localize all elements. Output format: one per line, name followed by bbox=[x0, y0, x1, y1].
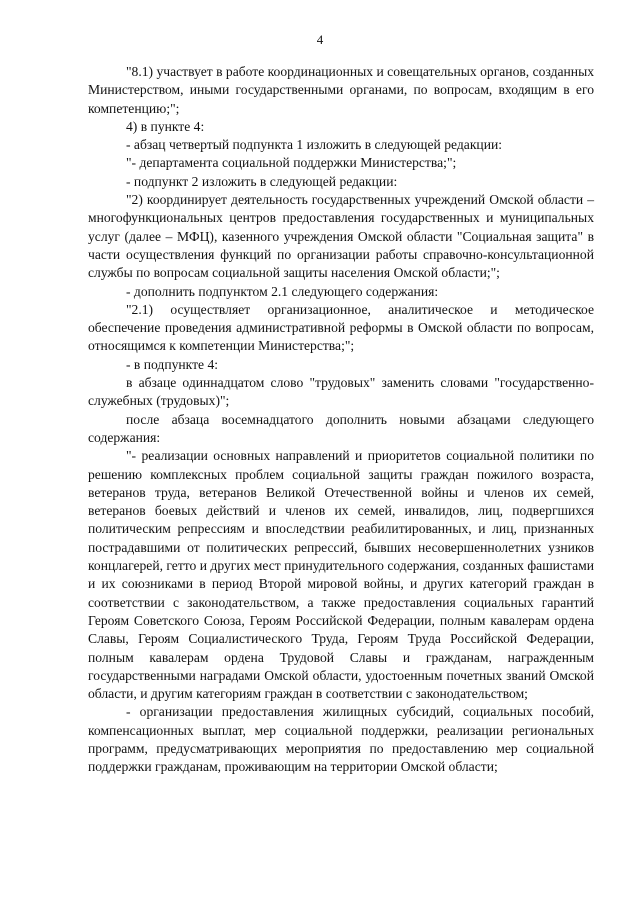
paragraph-add-subitem-2-1: - дополнить подпунктом 2.1 следующего содержания: bbox=[126, 283, 439, 299]
paragraph-amend-abzac-4: - абзац четвертый подпункта 1 изложить в следующей редакции: bbox=[126, 137, 503, 153]
paragraph-subitem-2-1-text: "2.1) осуществляет организационное, аналитическое и методическое обеспечение проведения административной реформы в Омской области по вопросам, относящимся к компетенции Министерства;"; bbox=[88, 301, 594, 354]
paragraph-department-text: "- департамента социальной поддержки Министерства;"; bbox=[126, 155, 457, 171]
document-body bbox=[88, 63, 594, 777]
paragraph-amend-subitem-2: - подпункт 2 изложить в следующей редакции: bbox=[126, 173, 398, 189]
paragraph-social-policy: "- реализации основных направлений и приоритетов социальной политики по решению комплексных проблем социальной защиты граждан пожилого возраста, ветеранов труда, ветеранов Великой Отечественной войны и членов их семей, ветеранов боевых действий и членов их семей, инвалидов, лиц, подвергшихся политическим репрессиям и впоследствии реабилитированных, и лиц, признанных пострадавшими от политических репрессий, бывших несовершеннолетних узников концлагерей, гетто и других мест принудительного содержания, созданных фашистами и их союзниками в период Второй мировой войны, и других категорий граждан в соответствии с законодательством, а также предоставления социальных гарантий Героям Советского Союза, Героям Российской Федерации, полным кавалерам ордена Славы, Героям Социалистического Труда, Героям Труда Российской Федерации, полным кавалерам ордена Трудовой Славы и гражданам, награжденным государственными наградами Омской области, удостоенным почетных званий Омской области, и другим категориям граждан в соответствии с законодательством; bbox=[88, 448, 594, 702]
paragraph-in-subitem-4: - в подпункте 4: bbox=[126, 356, 219, 372]
paragraph-abzac-11-replace: в абзаце одиннадцатом слово "трудовых" заменить словами "государственно-служебных (трудовых)"; bbox=[88, 375, 594, 409]
paragraph-housing-subsidies: - организации предоставления жилищных субсидий, социальных пособий, компенсационных выплат, мер социальной поддержки, реализации региональных программ, предусматривающих мероприятия по предоставлению мер социальной поддержки гражданам, проживающим на территории Омской области; bbox=[88, 704, 594, 775]
page-number: 4 bbox=[316, 32, 324, 47]
paragraph-subitem-2-text: "2) координирует деятельность государственных учреждений Омской области – многофункциональных центров предоставления государственных и муниципальных услуг (далее – МФЦ), казенного учреждения Омской области "Социальная защита" в части осуществления функций по организации работы справочно-консультационной службы по вопросам социальной защиты населения Омской области;"; bbox=[88, 192, 594, 281]
paragraph-after-abzac-18: после абзаца восемнадцатого дополнить новыми абзацами следующего содержания: bbox=[88, 411, 594, 445]
paragraph-8-1: "8.1) участвует в работе координационных и совещательных органов, созданных Министерством, иными государственными органами, по вопросам, входящим в его компетенцию;"; bbox=[88, 64, 594, 116]
paragraph-item-4: 4) в пункте 4: bbox=[126, 118, 205, 134]
